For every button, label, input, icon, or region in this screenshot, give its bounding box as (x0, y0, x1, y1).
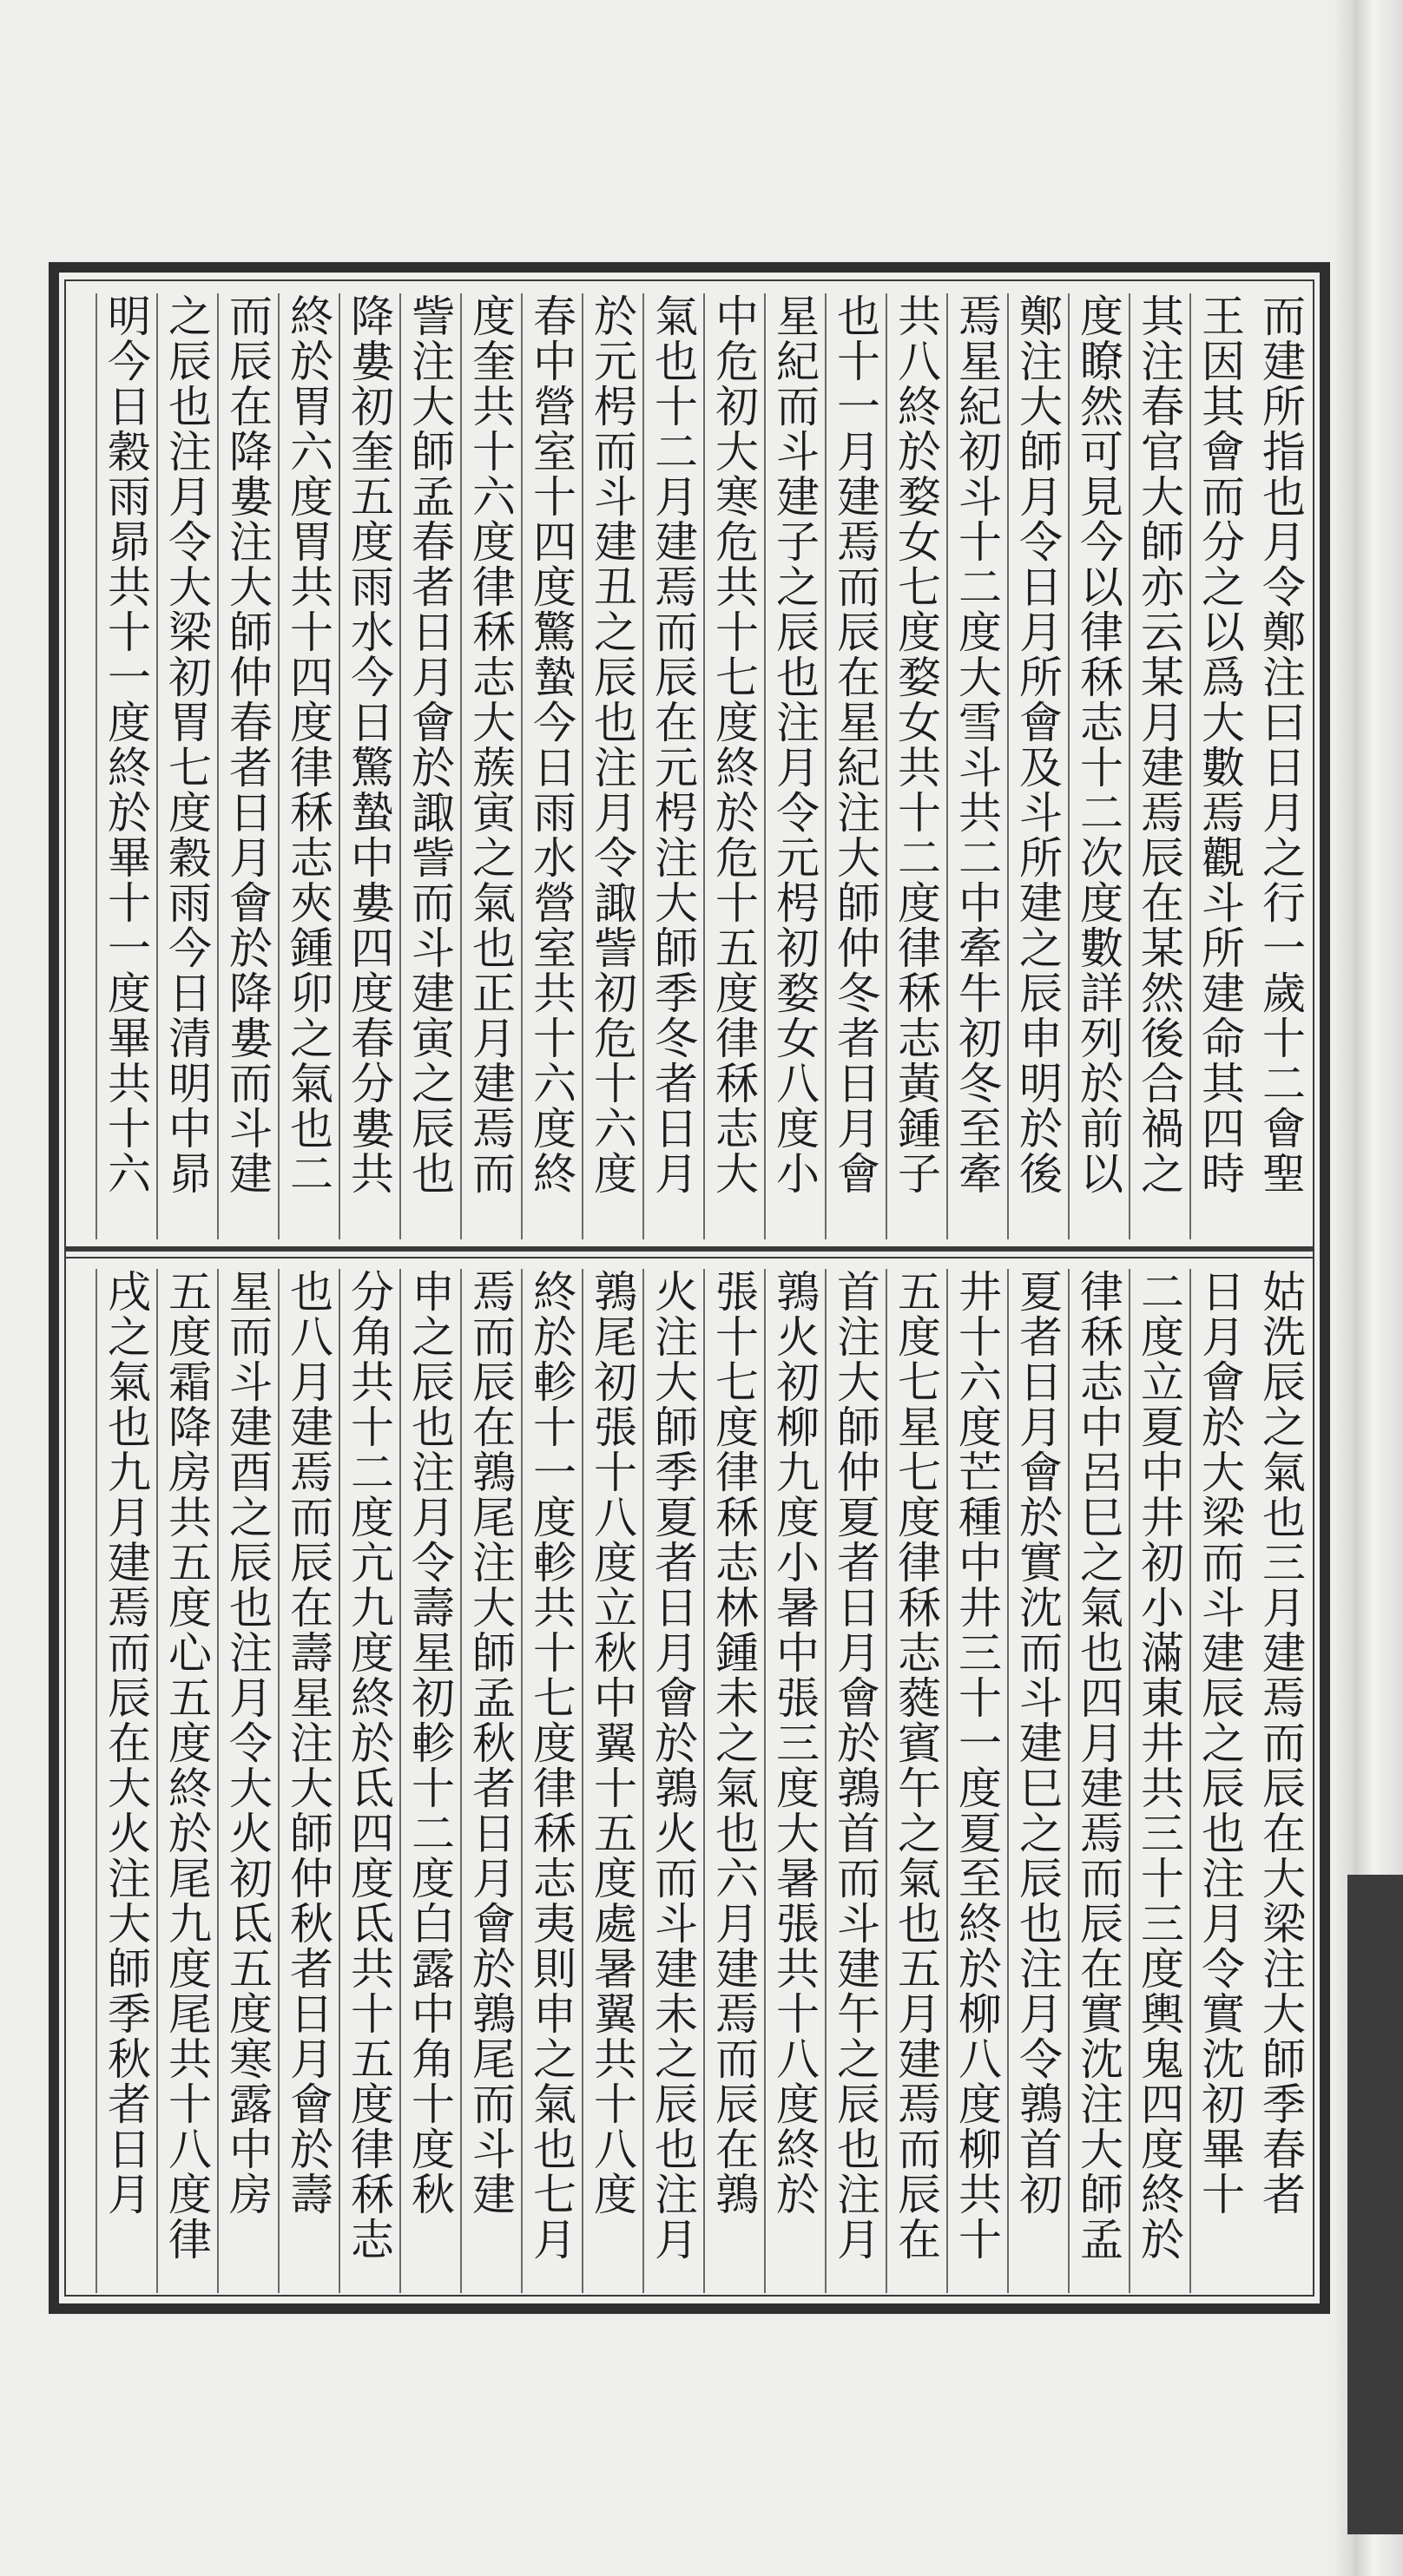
top-column-1: 而建所指也月令鄭注曰日月之行一歲十二會聖 (1255, 293, 1306, 1196)
top-column-19: 之辰也注月令大梁初胃七度穀雨今日清明中昴 (156, 293, 217, 1239)
top-column-3: 其注春官大師亦云某月建焉辰在某然後合禍之 (1129, 293, 1189, 1239)
top-column-16: 降婁初奎五度雨水今日驚蟄中婁四度春分婁共 (339, 293, 399, 1239)
bottom-column-19: 五度霜降房共五度心五度終於尾九度尾共十八度律 (156, 1269, 217, 2293)
bottom-column-17: 也八月建焉而辰在壽星注大師仲秋者日月會於壽 (278, 1269, 339, 2293)
bottom-column-11: 火注大師季夏者日月會於鶉火而斗建未之辰也注月 (642, 1269, 703, 2293)
dark-edge-tab (1347, 1875, 1403, 2534)
top-column-5: 鄭注大師月令日月所會及斗所建之辰申明於後 (1007, 293, 1068, 1239)
bottom-column-3: 二度立夏中井初小滿東井共三十三度輿鬼四度終於 (1129, 1269, 1189, 2293)
top-column-15: 訾注大師孟春者日月會於諏訾而斗建寅之辰也 (399, 293, 460, 1239)
top-column-10: 中危初大寒危共十七度終於危十五度律秝志大 (703, 293, 764, 1239)
bottom-column-18: 星而斗建酉之辰也注月令大火初氐五度寒露中房 (217, 1269, 278, 2293)
bottom-column-20: 戌之氣也九月建焉而辰在大火注大師季秋者日月 (96, 1269, 156, 2293)
bottom-column-12: 鶉尾初張十八度立秋中翼十五度處暑翼共十八度 (582, 1269, 642, 2293)
top-column-14: 度奎共十六度律秝志大蔟寅之氣也正月建焉而 (460, 293, 521, 1239)
register-divider (66, 1246, 1313, 1252)
bottom-column-10: 張十七度律秝志林鍾未之氣也六月建焉而辰在鶉 (703, 1269, 764, 2293)
top-column-18: 而辰在降婁注大師仲春者日月會於降婁而斗建 (217, 293, 278, 1239)
bottom-column-1: 姑洗辰之氣也三月建焉而辰在大梁注大師季春者 (1255, 1269, 1306, 2217)
bottom-column-13: 終於軫十一度軫共十七度律秝志夷則申之氣也七月 (521, 1269, 582, 2293)
top-column-11: 氣也十二月建焉而辰在元枵注大師季冬者日月 (642, 293, 703, 1239)
top-column-9: 星紀而斗建子之辰也注月令元枵初婺女八度小 (764, 293, 825, 1239)
bottom-column-5: 夏者日月會於實沈而斗建巳之辰也注月令鶉首初 (1007, 1269, 1068, 2293)
register-divider-thin (66, 1257, 1313, 1258)
top-column-20: 明今日穀雨昴共十一度終於畢十一度畢共十六 (96, 293, 156, 1239)
top-column-12: 於元枵而斗建丑之辰也注月令諏訾初危十六度 (582, 293, 642, 1239)
top-column-6: 焉星紀初斗十二度大雪斗共二中牽牛初冬至牽 (946, 293, 1007, 1239)
top-column-4: 度瞭然可見今以律秝志十二次度數詳列於前以 (1068, 293, 1129, 1239)
top-column-8: 也十一月建焉而辰在星紀注大師仲冬者日月會 (825, 293, 886, 1239)
top-column-13: 春中營室十四度驚蟄今日雨水營室共十六度終 (521, 293, 582, 1239)
bottom-column-8: 首注大師仲夏者日月會於鶉首而斗建午之辰也注月 (825, 1269, 886, 2293)
bottom-column-9: 鶉火初柳九度小暑中張三度大暑張共十八度終於 (764, 1269, 825, 2293)
bottom-column-2: 日月會於大梁而斗建辰之辰也注月令實沈初畢十 (1189, 1269, 1250, 2293)
bottom-column-15: 申之辰也注月令壽星初軫十二度白露中角十度秋 (399, 1269, 460, 2293)
top-column-2: 王因其會而分之以爲大數焉觀斗所建命其四時 (1189, 293, 1250, 1239)
bottom-column-14: 焉而辰在鶉尾注大師孟秋者日月會於鶉尾而斗建 (460, 1269, 521, 2293)
bottom-column-4: 律秝志中呂巳之氣也四月建焉而辰在實沈注大師孟 (1068, 1269, 1129, 2293)
top-column-17: 終於胃六度胃共十四度律秝志夾鍾卯之氣也二 (278, 293, 339, 1239)
bottom-column-7: 五度七星七度律秝志蕤賓午之氣也五月建焉而辰在 (886, 1269, 946, 2293)
bottom-column-6: 井十六度芒種中井三十一度夏至終於柳八度柳共十 (946, 1269, 1007, 2293)
bottom-column-16: 分角共十二度亢九度終於氐四度氐共十五度律秝志 (339, 1269, 399, 2293)
top-column-7: 共八終於婺女七度婺女共十二度律秝志黃鍾子 (886, 293, 946, 1239)
